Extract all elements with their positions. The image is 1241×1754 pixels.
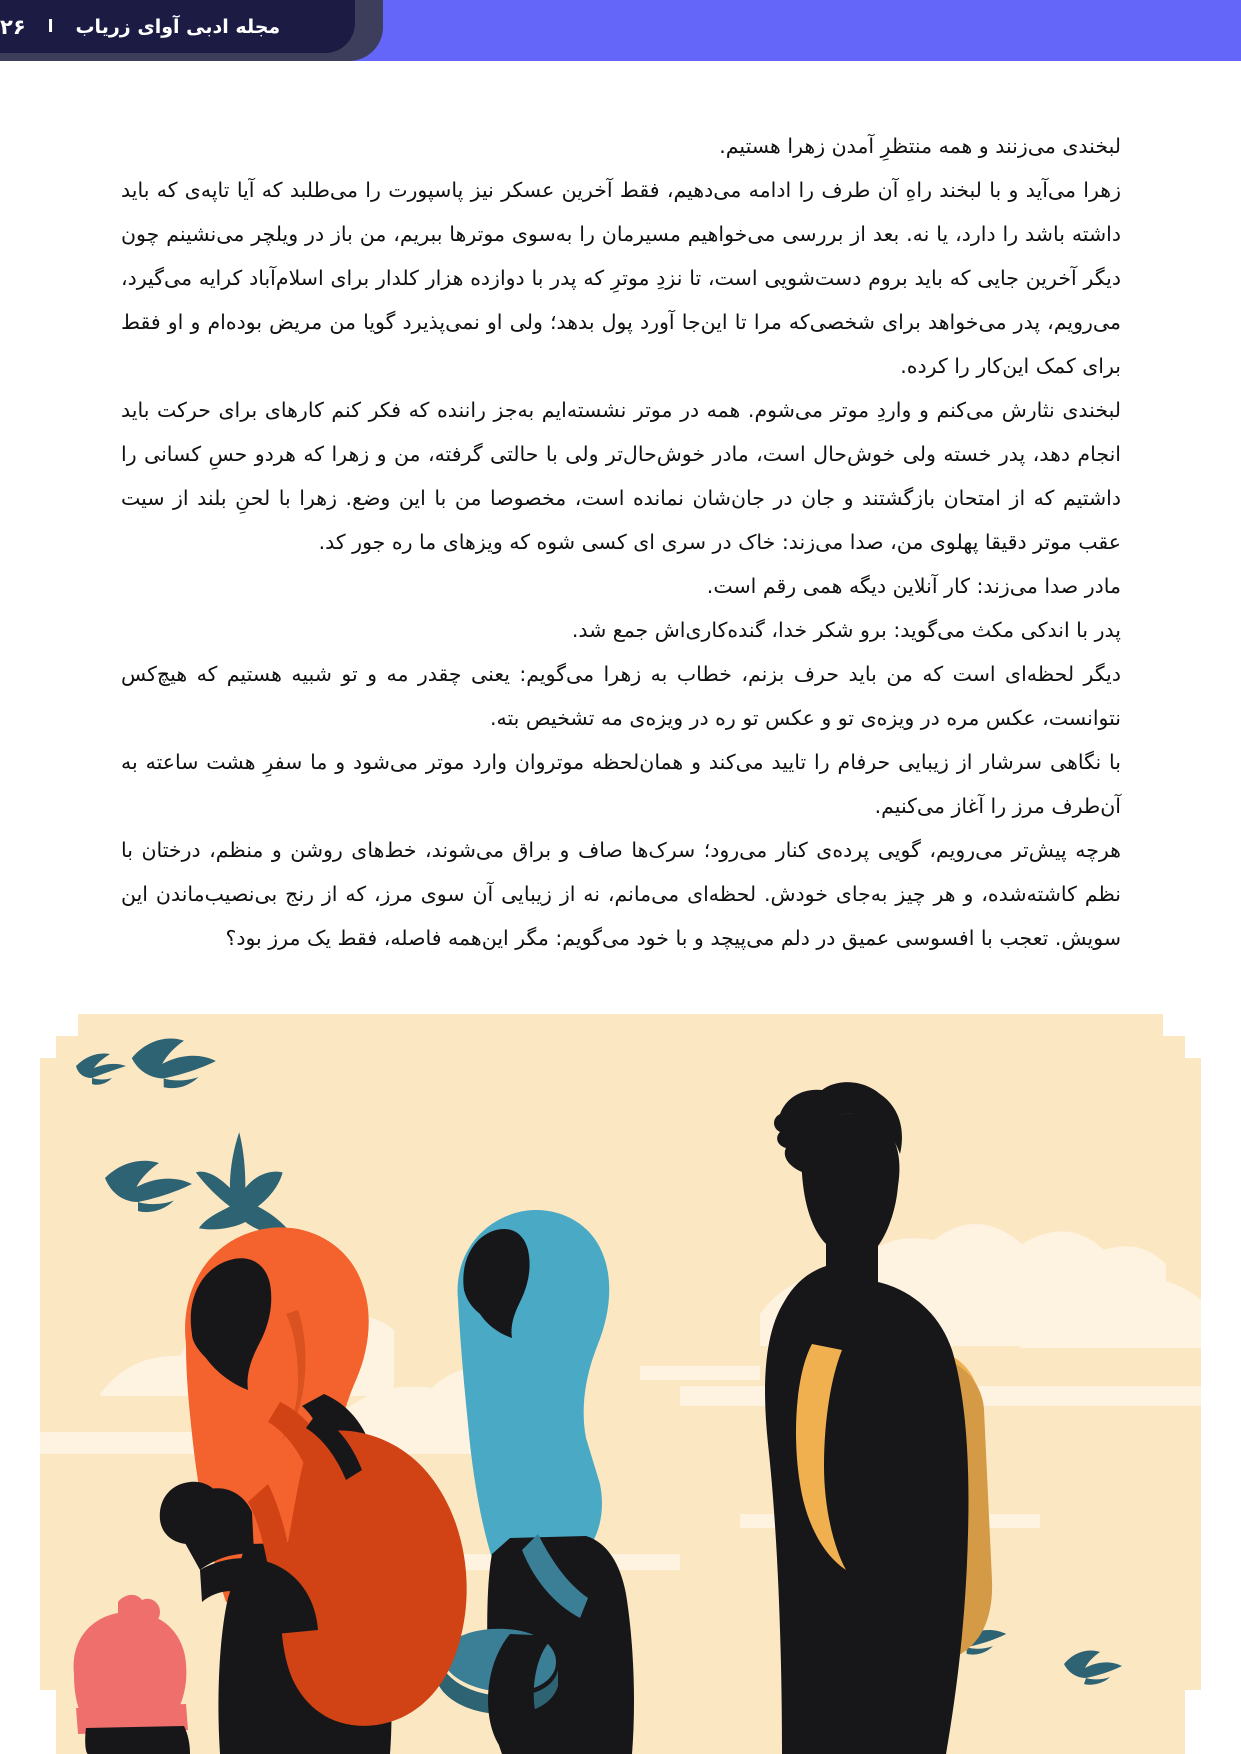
header-separator: ا bbox=[47, 16, 54, 37]
page-number: ۲۶ bbox=[0, 14, 26, 39]
child-silhouette bbox=[85, 1726, 190, 1754]
frame-corner-notch-bottom-left bbox=[40, 1690, 56, 1754]
paragraph: دیگر لحظه‌ای است که من باید حرف بزنم، خطاب به زهرا می‌گویم: یعنی چقدر مه و تو شبیه هستیم که هیچ‌کس نتوانست، عکس مره در ویزه‌ی تو و عکس تو ره در ویزه‌ی مه تشخیص بته. bbox=[121, 662, 1121, 730]
paragraph: پدر با اندکی مکث می‌گوید: برو شکر خدا، گنده‌کاری‌اش جمع شد. bbox=[571, 618, 1121, 642]
paragraph: مادر صدا می‌زند: کار آنلاین دیگه همی رقم است. bbox=[706, 574, 1121, 598]
header-dark-bar bbox=[0, 0, 355, 53]
suitcase-body bbox=[822, 1740, 908, 1754]
frame-corner-notch-bottom-right bbox=[1185, 1690, 1201, 1754]
paragraph: هرچه پیش‌تر می‌رویم، گویی پرده‌ی کنار می‌رود؛ سرک‌ها صاف و براق می‌شوند، خط‌های روشن و منظم، درختان با نظم کاشته‌شده، و هر چیز به‌جای خودش. لحظه‌ای می‌مانم، نه از زیبایی آن سوی مرز، که از رنج بی‌نصیب‌ماندن این سویش. تعجب با افسوسی عمیق در دلم می‌پیچد و با خود می‌گویم: مگر این‌همه فاصله، فقط یک مرز بود؟ bbox=[121, 838, 1121, 950]
frame-corner-notch-top-right bbox=[1185, 1014, 1201, 1058]
frame-corner-notch-top-left bbox=[40, 1014, 56, 1058]
child-hat bbox=[74, 1612, 187, 1720]
page-header bbox=[0, 0, 1241, 70]
illustration-artwork bbox=[40, 1014, 1201, 1754]
paragraph: لبخندی می‌زنند و همه منتظرِ آمدن زهرا هستیم. bbox=[719, 134, 1121, 158]
article-body bbox=[121, 124, 1121, 960]
paragraph: با نگاهی سرشار از زیبایی حرفام را تایید می‌کند و همان‌لحظه موتروان وارد موتر می‌شود و ما سفرِ هشت ساعته به آن‌طرف مرز را آغاز می‌کنیم. bbox=[121, 750, 1121, 818]
magazine-title: مجله ادبی آوای زریاب bbox=[75, 15, 281, 38]
paragraph: لبخندی نثارش می‌کنم و واردِ موتر می‌شوم. همه در موتر نشسته‌ایم به‌جز راننده که فکر کنم کارهای برای حرکت باید انجام دهد، پدر خسته ولی خوش‌حال است، مادر خوش‌حال‌تر ولی با حالتی گرفته، من و زهرا که هردو حسِ کسانی را داشتیم که از امتحان بازگشتند و جان در جان‌شان نمانده است، مخصوصا من با این وضع. زهرا با لحنِ بلند از سیت عقب موتر دقیقا پهلوی من، صدا می‌زند: خاک در سری ای کسی شوه که ویزهای ما ره جور کد. bbox=[121, 398, 1121, 554]
paragraph: زهرا می‌آید و با لبخند راهِ آن طرف را ادامه می‌دهیم، فقط آخرین عسکر نیز پاسپورت را می‌طلبد که آیا تاپه‌ی که باید داشته باشد را دارد، یا نه. بعد از بررسی می‌خواهیم مسیرمان را به‌سوی موترها ببریم، من باز در ویلچر می‌نشینم چون دیگر آخرین جایی که باید بروم دست‌شویی است، تا نزدِ موترِ که پدر با دوازده هزار کلدار برای اسلام‌آباد کرایه می‌گیرد، می‌رویم، پدر می‌خواهد برای شخصی‌که مرا تا این‌جا آورد پول بدهد؛ ولی او نمی‌پذیرد گویا من مریض بوده‌ام و او فقط برای کمک این‌کار را کرده. bbox=[121, 178, 1121, 378]
illustration bbox=[40, 1014, 1201, 1754]
